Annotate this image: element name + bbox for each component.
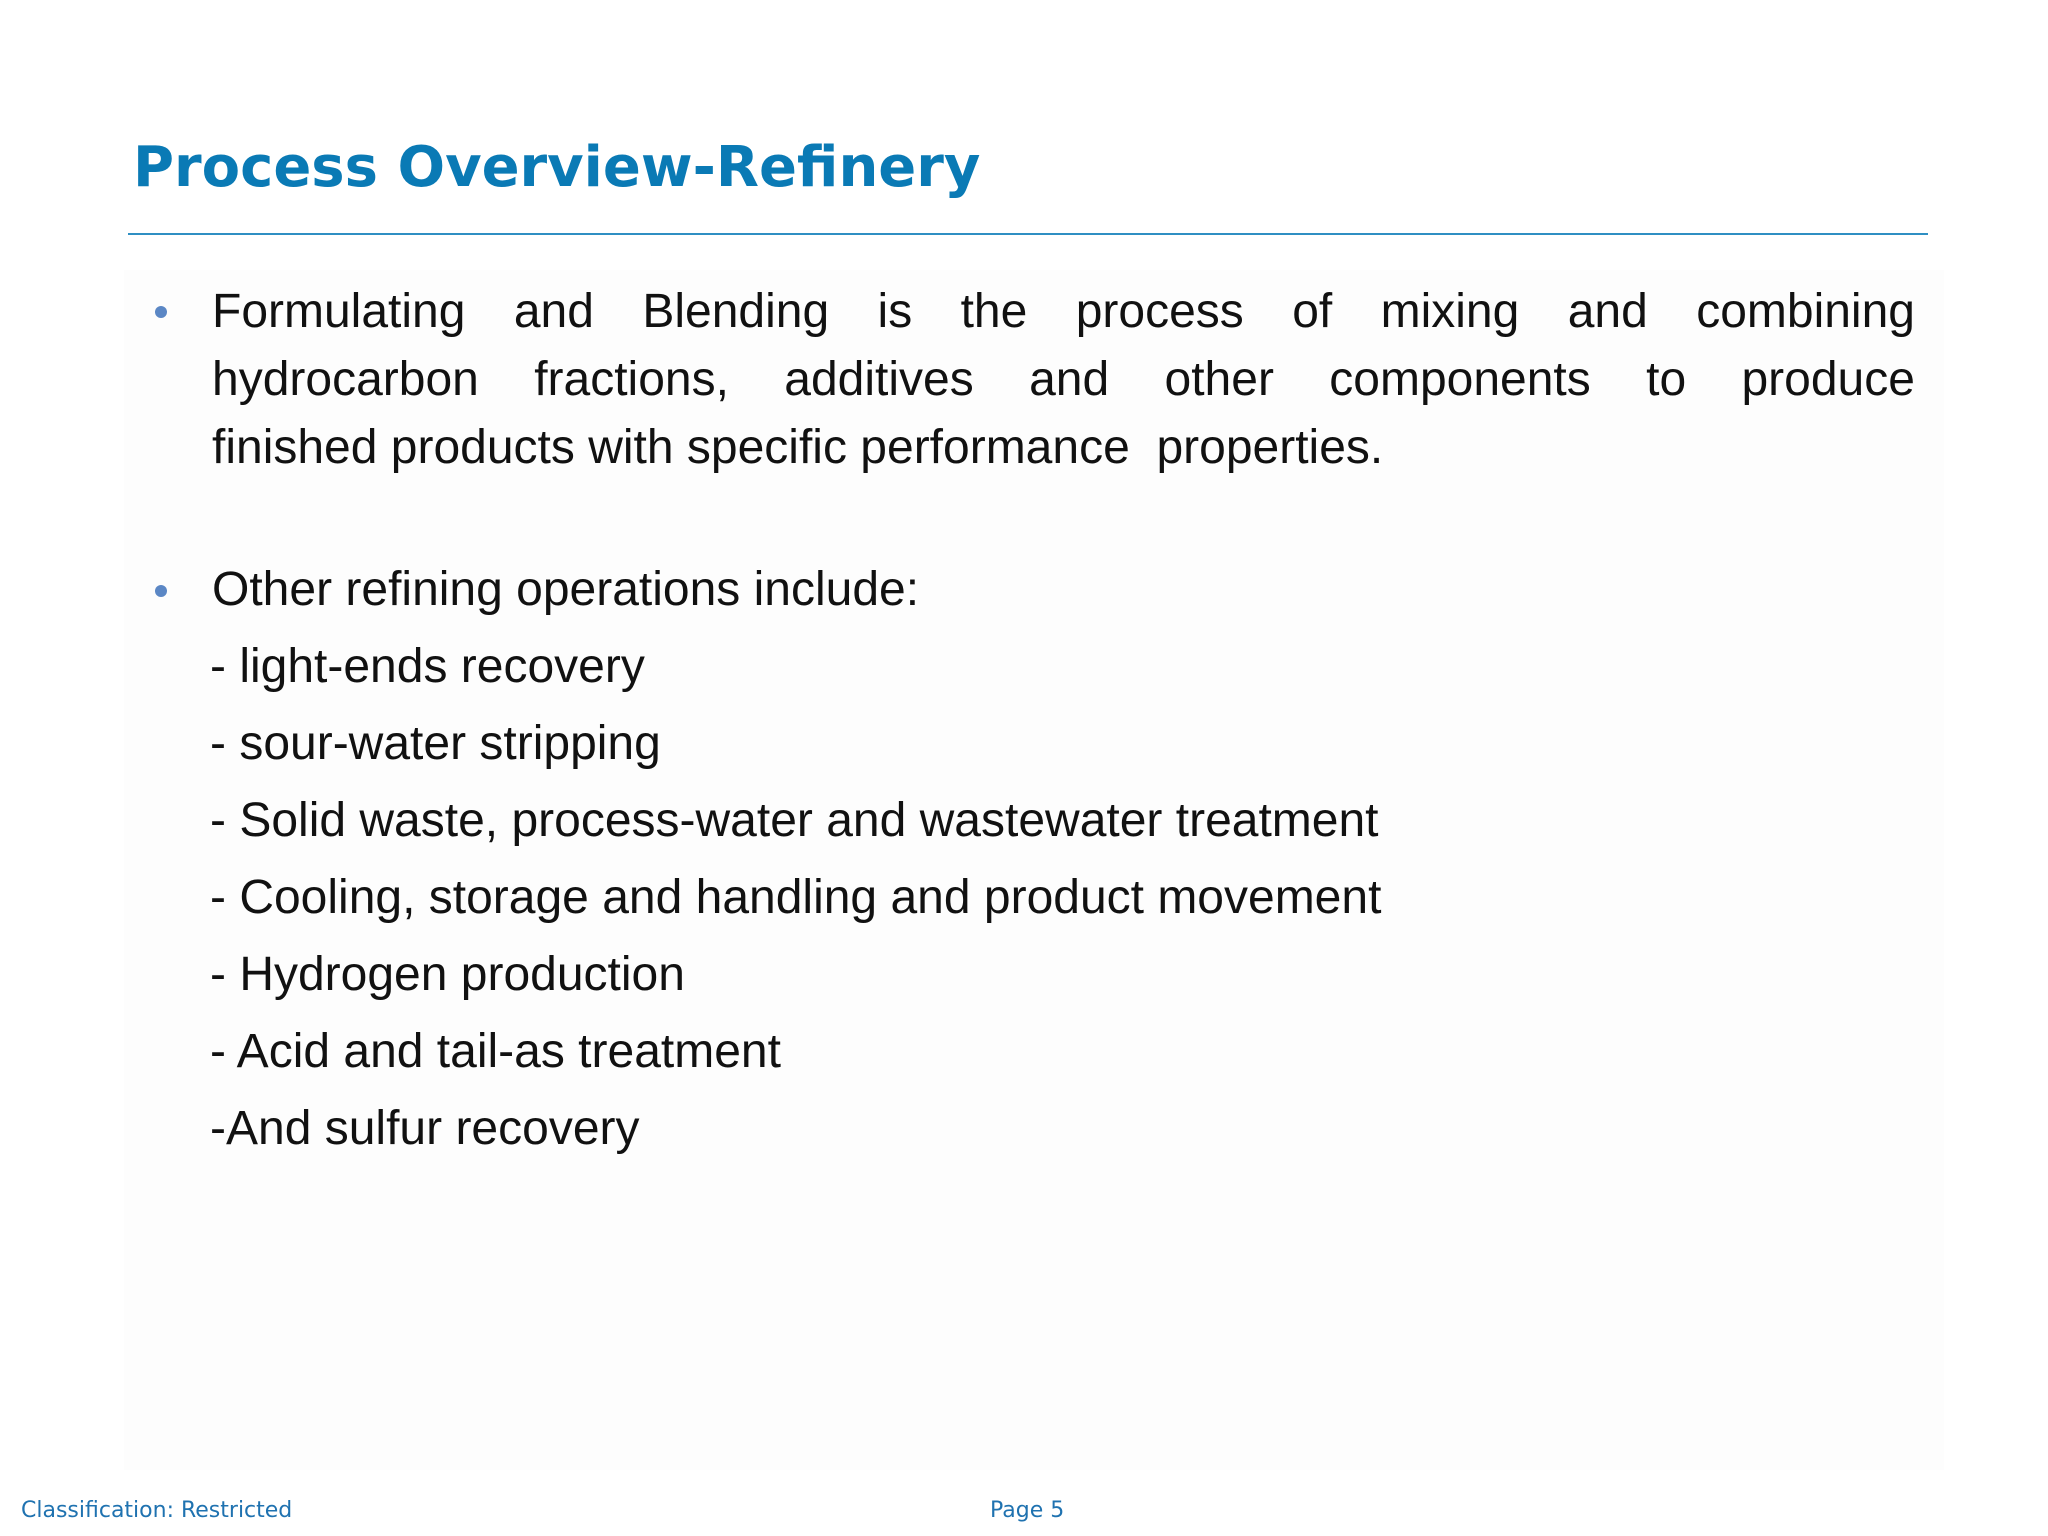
word: additives [784, 353, 974, 406]
word: combining [1696, 285, 1915, 338]
bullet-2-heading [212, 556, 1915, 624]
word: produce [1741, 353, 1915, 406]
page-number: Page 5 [990, 1498, 1065, 1523]
classification-label: Classification: Restricted [21, 1498, 293, 1523]
word: components [1329, 353, 1591, 406]
word: mixing [1380, 285, 1520, 338]
word: other [1164, 353, 1274, 406]
title-divider [128, 233, 1928, 235]
word: to [1646, 353, 1687, 406]
word: is [877, 285, 913, 338]
list-item: - Hydrogen production [210, 948, 685, 1001]
word: and [513, 285, 594, 338]
word: Blending [642, 285, 830, 338]
list-item: - light-ends recovery [210, 640, 645, 693]
list-item: - sour-water stripping [210, 717, 661, 770]
bullet-1-line-1 [212, 278, 1915, 346]
word: the [960, 285, 1028, 338]
slide-title: Process Overview-Refinery [133, 135, 981, 200]
list-item: - Cooling, storage and handling and product movement [210, 871, 1382, 924]
bullet-dot-icon [155, 585, 167, 597]
list-item: -And sulfur recovery [210, 1102, 640, 1155]
word: Formulating [212, 285, 466, 338]
bullet-1-line-2 [212, 346, 1915, 414]
word: fractions, [534, 353, 729, 406]
bullet-2-heading-text: Other refining operations include: [212, 563, 920, 616]
bullet-dot-icon [155, 306, 167, 318]
sub-list [210, 628, 1381, 1167]
list-item: - Solid waste, process-water and wastewater treatment [210, 794, 1379, 847]
word: and [1567, 285, 1648, 338]
word: of [1292, 285, 1333, 338]
word: process [1075, 285, 1244, 338]
bullet-1-line-3: finished products with specific performance properties. [212, 421, 1384, 474]
bullet-1-paragraph [212, 278, 1915, 482]
word: and [1029, 353, 1110, 406]
list-item: - Acid and tail-as treatment [210, 1025, 781, 1078]
word: hydrocarbon [212, 353, 479, 406]
